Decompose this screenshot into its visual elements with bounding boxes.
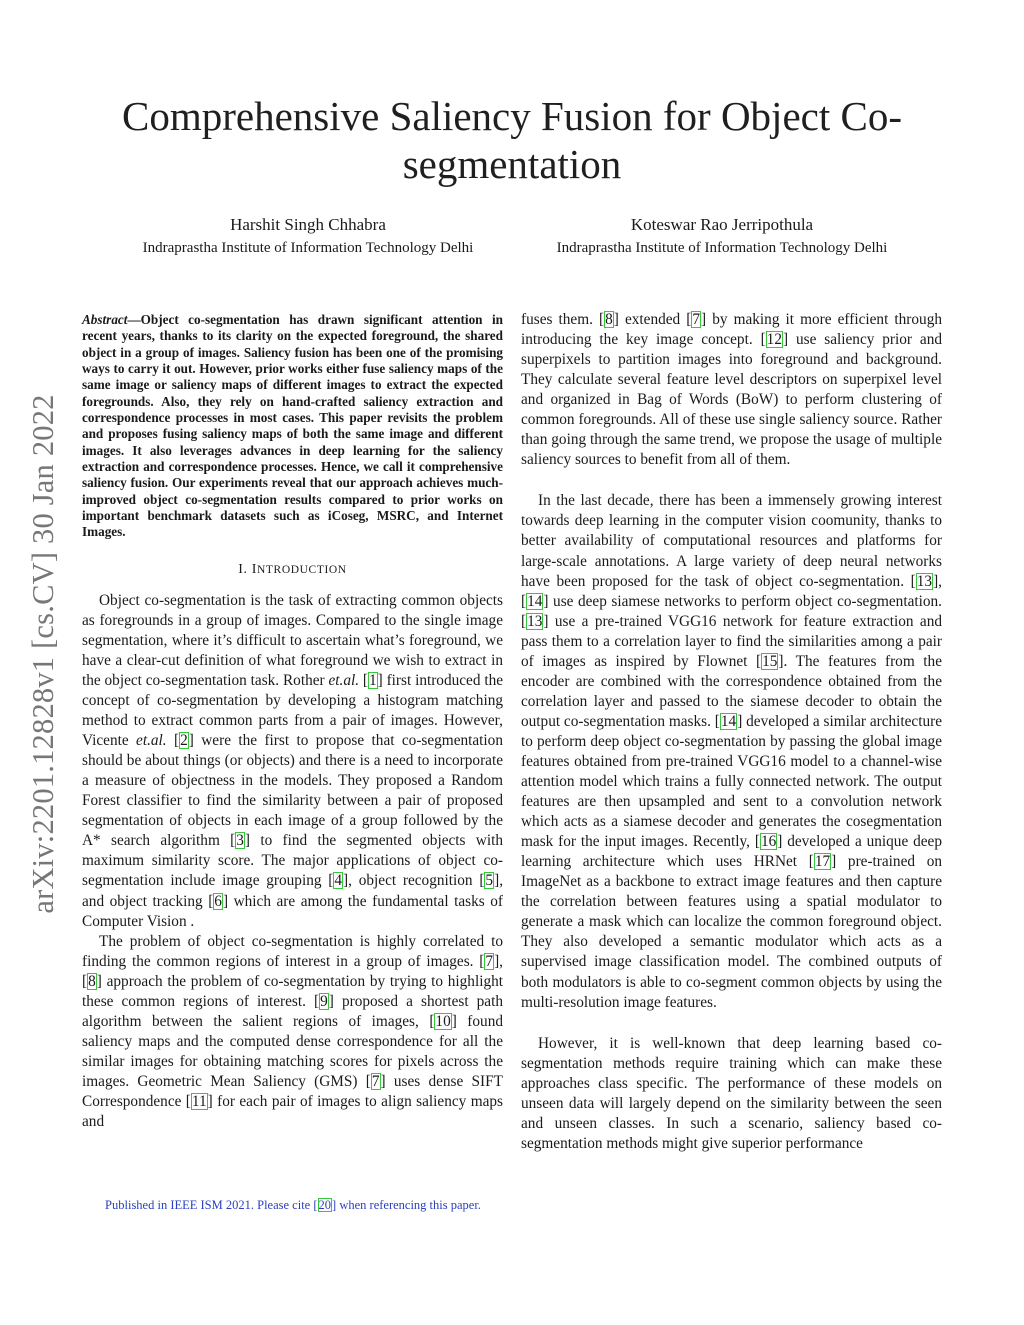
right-column bbox=[521, 310, 942, 1175]
intro-paragraph-1: Object co-segmentation is the task of extracting common objects as foregrounds in a group of images. Compared to the single image segmentation, where it’s difficult to ascertain what’s foreground, we have a clear-cut definition of what foreground we wish to extract in the object co-segmentation task. Rother et.al. [1] first introduced the concept of co-segmentation by developing a histogram matching method to extract common parts from a pair of images. However, Vicente et.al. [2] were the first to propose that co-segmentation should be about things (or objects) and there is a need to incorporate a measure of objectness in the models. They proposed a Random Forest classifier to find the similarity between a pair of proposed segmentation of objects in each image of a group followed by the A* search algorithm [3] to find the segmented objects with maximum similarity score. The major applications of object co-segmentation include image grouping [4], object recognition [5], and object tracking [6] which are among the fundamental tasks of Computer Vision . bbox=[82, 591, 504, 930]
arxiv-stamp: arXiv:2201.12828v1 [cs.CV] 30 Jan 2022 bbox=[26, 394, 60, 914]
author-name: Koteswar Rao Jerripothula bbox=[630, 215, 814, 234]
intro-paragraph-2: The problem of object co-segmentation is highly correlated to finding the common regions of interest in a group of images. [7], [8] approach the problem of co-segmentation by trying to highlight these common regions of interest. [9] proposed a shortest path algorithm between the salient regions of images, [10] found saliency maps and the computed dense correspondence for all the similar images for obtaining matching scores for pixels across the images. Geometric Mean Saliency (GMS) [7] uses dense SIFT Correspondence [11] for each pair of images to align saliency maps and bbox=[82, 932, 503, 1131]
citation-link[interactable]: 7 bbox=[371, 1072, 380, 1090]
intro-paragraph-3: fuses them. [8] extended [7] by making it more efficient through introducing the key image concept. [12] use saliency prior and superpixels to partition images into foreground and background. They calculate several feature level descriptors on superpixel level and organized in Bag of Words (BoW) to perform clustering of common foregrounds. All of these use single saliency source. Rather than going through the same trend, we propose the usage of multiple saliency sources to benefit from all of them. bbox=[521, 311, 942, 469]
citation-link[interactable]: 4 bbox=[334, 872, 343, 890]
intro-paragraph-5: However, it is well-known that deep learning based co-segmentation methods require training which can make these approaches class specific. The performance of these models on unseen data will largely depend on the similarity between the seen and unseen classes. In such a scenario, saliency based co-segmentation methods might give superior performance bbox=[521, 1034, 942, 1152]
citation-link[interactable]: 16 bbox=[760, 833, 777, 851]
citation-link[interactable]: 12 bbox=[766, 331, 782, 349]
author-affiliation: Indraprastha Institute of Information Technology Delhi bbox=[142, 240, 474, 256]
abstract-dash: — bbox=[127, 312, 141, 327]
author-block-1 bbox=[110, 214, 506, 258]
publication-footnote: Published in IEEE ISM 2021. Please cite [20] when referencing this paper. bbox=[105, 1198, 481, 1212]
author-affiliation: Indraprastha Institute of Information Technology Delhi bbox=[556, 240, 888, 256]
citation-link[interactable]: 6 bbox=[214, 892, 222, 910]
citation-link[interactable]: 1 bbox=[368, 672, 377, 689]
citation-link[interactable]: 13 bbox=[527, 612, 543, 630]
citation-link[interactable]: 3 bbox=[236, 832, 244, 850]
citation-link[interactable]: 7 bbox=[485, 952, 494, 970]
citation-link[interactable]: 15 bbox=[762, 652, 778, 670]
paper-title: Comprehensive Saliency Fusion for Object Co-segmentation bbox=[121, 93, 902, 187]
author-block-2 bbox=[520, 214, 924, 258]
citation-link[interactable]: 5 bbox=[485, 872, 494, 890]
abstract-text: Object co-segmentation has drawn significant attention in recent years, thanks to its clarity on the expected foreground, the shared object in a group of images. Saliency fusion has been one of the promising ways to carry it out. However, prior works either fuse saliency maps of the same image or saliency maps of different images to extract the expected foregrounds. Also, they rely on hand-crafted saliency extraction and correspondence processes in most cases. This paper revisits the problem and proposes fusing saliency maps of both the same image and different images. It also leverages advances in deep learning for the saliency extraction and correspondence processes. Hence, we call it comprehensive saliency fusion. Our experiments reveal that our approach achieves much-improved object co-segmentation results compared to prior works on important benchmark datasets such as iCoseg, MSRC, and Internet Images. bbox=[82, 312, 503, 540]
citation-link[interactable]: 10 bbox=[435, 1012, 451, 1030]
citation-link[interactable]: 11 bbox=[191, 1092, 207, 1110]
abstract bbox=[82, 312, 503, 541]
left-column bbox=[82, 312, 503, 1132]
citation-link[interactable]: 7 bbox=[692, 311, 701, 328]
citation-link[interactable]: 9 bbox=[320, 992, 328, 1010]
intro-paragraph-4: In the last decade, there has been a immensely growing interest towards deep learning in the computer vision coomunity, thanks to better availability of computational resources and platforms for large-scale annotations. A large variety of deep neural networks have been proposed for the task of object co-segmentation. [13], [14] use deep siamese networks to perform object co-segmentation. [13] use a pre-trained VGG16 network for feature extraction and pass them to a correlation layer to find the similarities among a pair of images as inspired by Flownet [15]. The features from the encoder are combined with the correspondence obtained from the correlation layer and passed to the siamese decoder to obtain the output co-segmentation masks. [14] developed a similar architecture to perform deep object co-segmentation by passing the global image features obtained from pre-trained VGG16 model to a channel-wise attention model which trains a fully connected network. The output features are then upsampled and sent to a convolution network which acts as a siamese decoder and generates the cosegmentation mask for the input images. Recently, [16] developed a unique deep learning architecture which uses HRNet [17] pre-trained on ImageNet as a backbone to extract image features and then capture the correlation between features using a spatial modulator to generate a mask which can localize the common foreground object. They also developed a semantic modulator which acts as a supervised image classification model. The combined outputs of both modulators is able to co-segment common objects by using the multi-resolution image features. bbox=[521, 492, 942, 1011]
citation-link[interactable]: 13 bbox=[916, 572, 933, 590]
citation-link[interactable]: 14 bbox=[527, 592, 543, 610]
abstract-label: Abstract bbox=[82, 312, 128, 327]
citation-link[interactable]: 17 bbox=[814, 853, 831, 871]
etal-text: et.al. bbox=[328, 672, 360, 689]
citation-link[interactable]: 20 bbox=[318, 1198, 332, 1212]
citation-link[interactable]: 2 bbox=[180, 732, 188, 750]
section-heading-introduction: I. INTRODUCTION bbox=[238, 561, 347, 577]
citation-link[interactable]: 8 bbox=[88, 972, 96, 990]
etal-text: et.al. bbox=[136, 732, 167, 750]
citation-link[interactable]: 14 bbox=[720, 712, 737, 730]
citation-link[interactable]: 8 bbox=[605, 311, 613, 328]
author-name: Harshit Singh Chhabra bbox=[230, 215, 386, 234]
